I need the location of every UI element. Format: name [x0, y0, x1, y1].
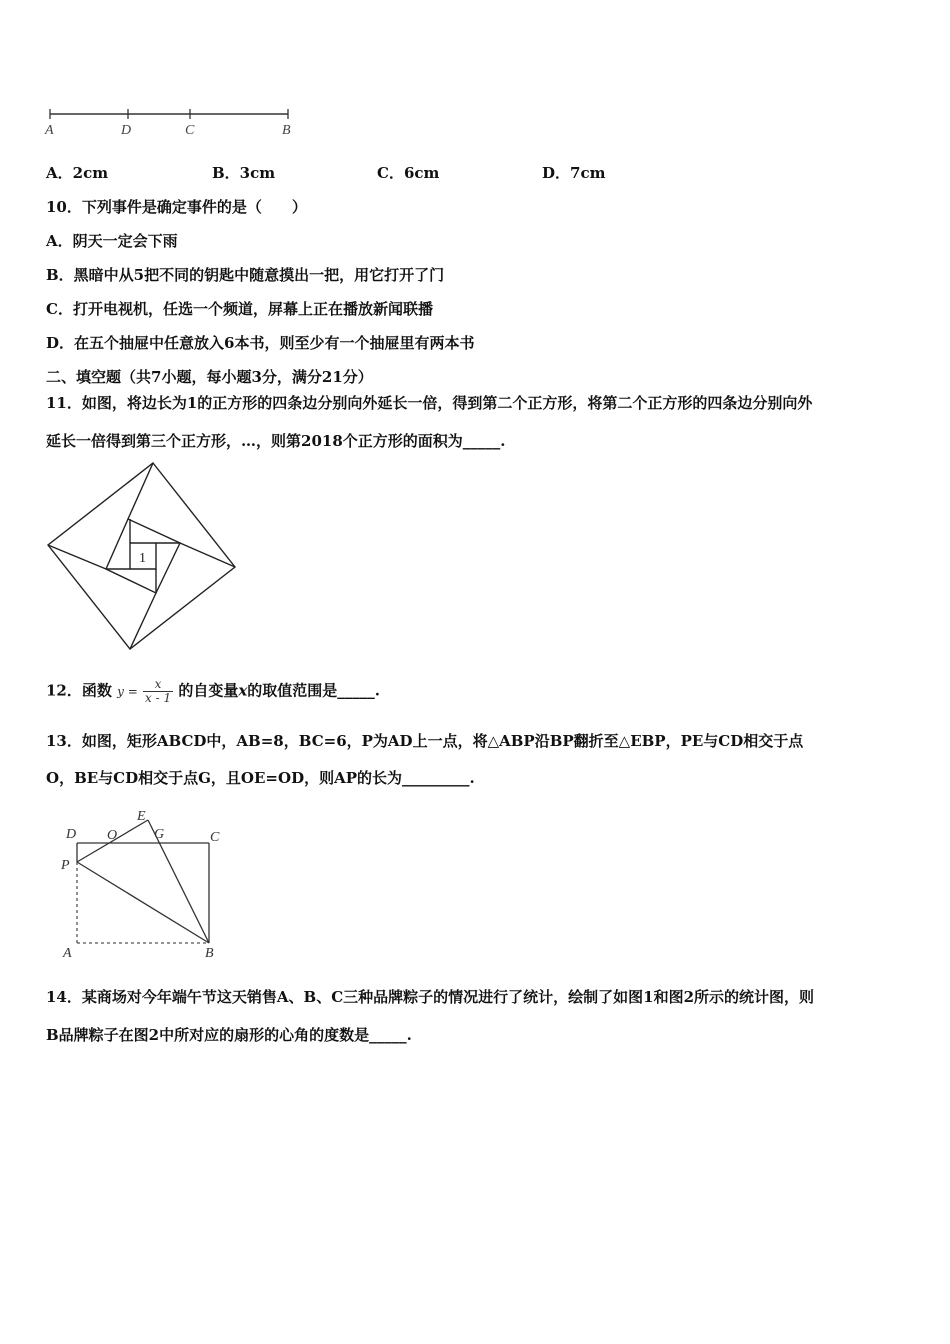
point-label-b: B: [282, 123, 291, 138]
q12-y-label: y =: [117, 684, 138, 699]
q14-line2: B品牌粽子在图2中所对应的扇形的心角的度数是_____.: [46, 1026, 412, 1044]
q9-choice-d[interactable]: D．7cm: [542, 164, 606, 182]
rectangle-fold-figure: [55, 805, 235, 965]
rect-label-d: D: [66, 827, 77, 842]
q12-prefix: 12．函数: [46, 681, 112, 700]
q12-denominator: x - 1: [145, 691, 172, 705]
nested-squares-figure: [40, 455, 245, 655]
q9-choice-b[interactable]: B．3cm: [212, 164, 276, 182]
q10-option-d[interactable]: D．在五个抽屉中任意放入6本书，则至少有一个抽屉里有两本书: [46, 334, 475, 352]
q12-var: x: [238, 681, 248, 700]
q11-line1: 11．如图，将边长为1的正方形的四条边分别向外延长一倍，得到第二个正方形，将第二个正方形的四条边分别向外: [46, 394, 813, 412]
q11-line2: 延长一倍得到第三个正方形，…，则第2018个正方形的面积为_____.: [46, 432, 506, 450]
q10-option-b[interactable]: B．黑暗中从5把不同的钥匙中随意摸出一把，用它打开了门: [46, 266, 445, 284]
q10-option-c[interactable]: C．打开电视机，任选一个频道，屏幕上正在播放新闻联播: [46, 300, 433, 318]
q12-line: [46, 678, 380, 705]
section-title: 二、填空题（共7小题，每小题3分，满分21分）: [46, 368, 373, 386]
rect-label-e: E: [137, 809, 146, 824]
rect-label-g: G: [154, 827, 165, 842]
segment-figure: [40, 105, 300, 141]
point-label-a: A: [45, 123, 54, 138]
q13-line2: O，BE与CD相交于点G，且OE=OD，则AP的长为_________.: [46, 769, 475, 787]
q10-option-a[interactable]: A．阴天一定会下雨: [46, 232, 178, 250]
point-label-c: C: [185, 123, 195, 138]
rect-label-o: O: [107, 828, 118, 843]
rect-label-c: C: [210, 830, 220, 845]
q9-choice-c[interactable]: C．6cm: [377, 164, 440, 182]
q13-line1: 13．如图，矩形ABCD中，AB=8，BC=6，P为AD上一点，将△ABP沿BP翻折至△EBP，PE与CD相交于点: [46, 732, 804, 750]
rect-label-a: A: [63, 946, 72, 961]
q12-numerator: x: [143, 678, 173, 692]
q12-suffix: 的自变量: [178, 681, 239, 700]
rect-label-p: P: [61, 858, 70, 873]
point-label-d: D: [121, 123, 132, 138]
q9-choice-a[interactable]: A．2cm: [46, 164, 109, 182]
q10-stem: 10．下列事件是确定事件的是（ ）: [46, 198, 307, 216]
unit-square-label: 1: [139, 551, 146, 566]
q12-suffix2: 的取值范围是_____.: [247, 681, 381, 700]
q12-fraction: [143, 678, 173, 705]
q14-line1: 14．某商场对今年端午节这天销售A、B、C三种品牌粽子的情况进行了统计，绘制了如图1和图2所示的统计图，则: [46, 988, 815, 1006]
rect-label-b: B: [205, 946, 214, 961]
